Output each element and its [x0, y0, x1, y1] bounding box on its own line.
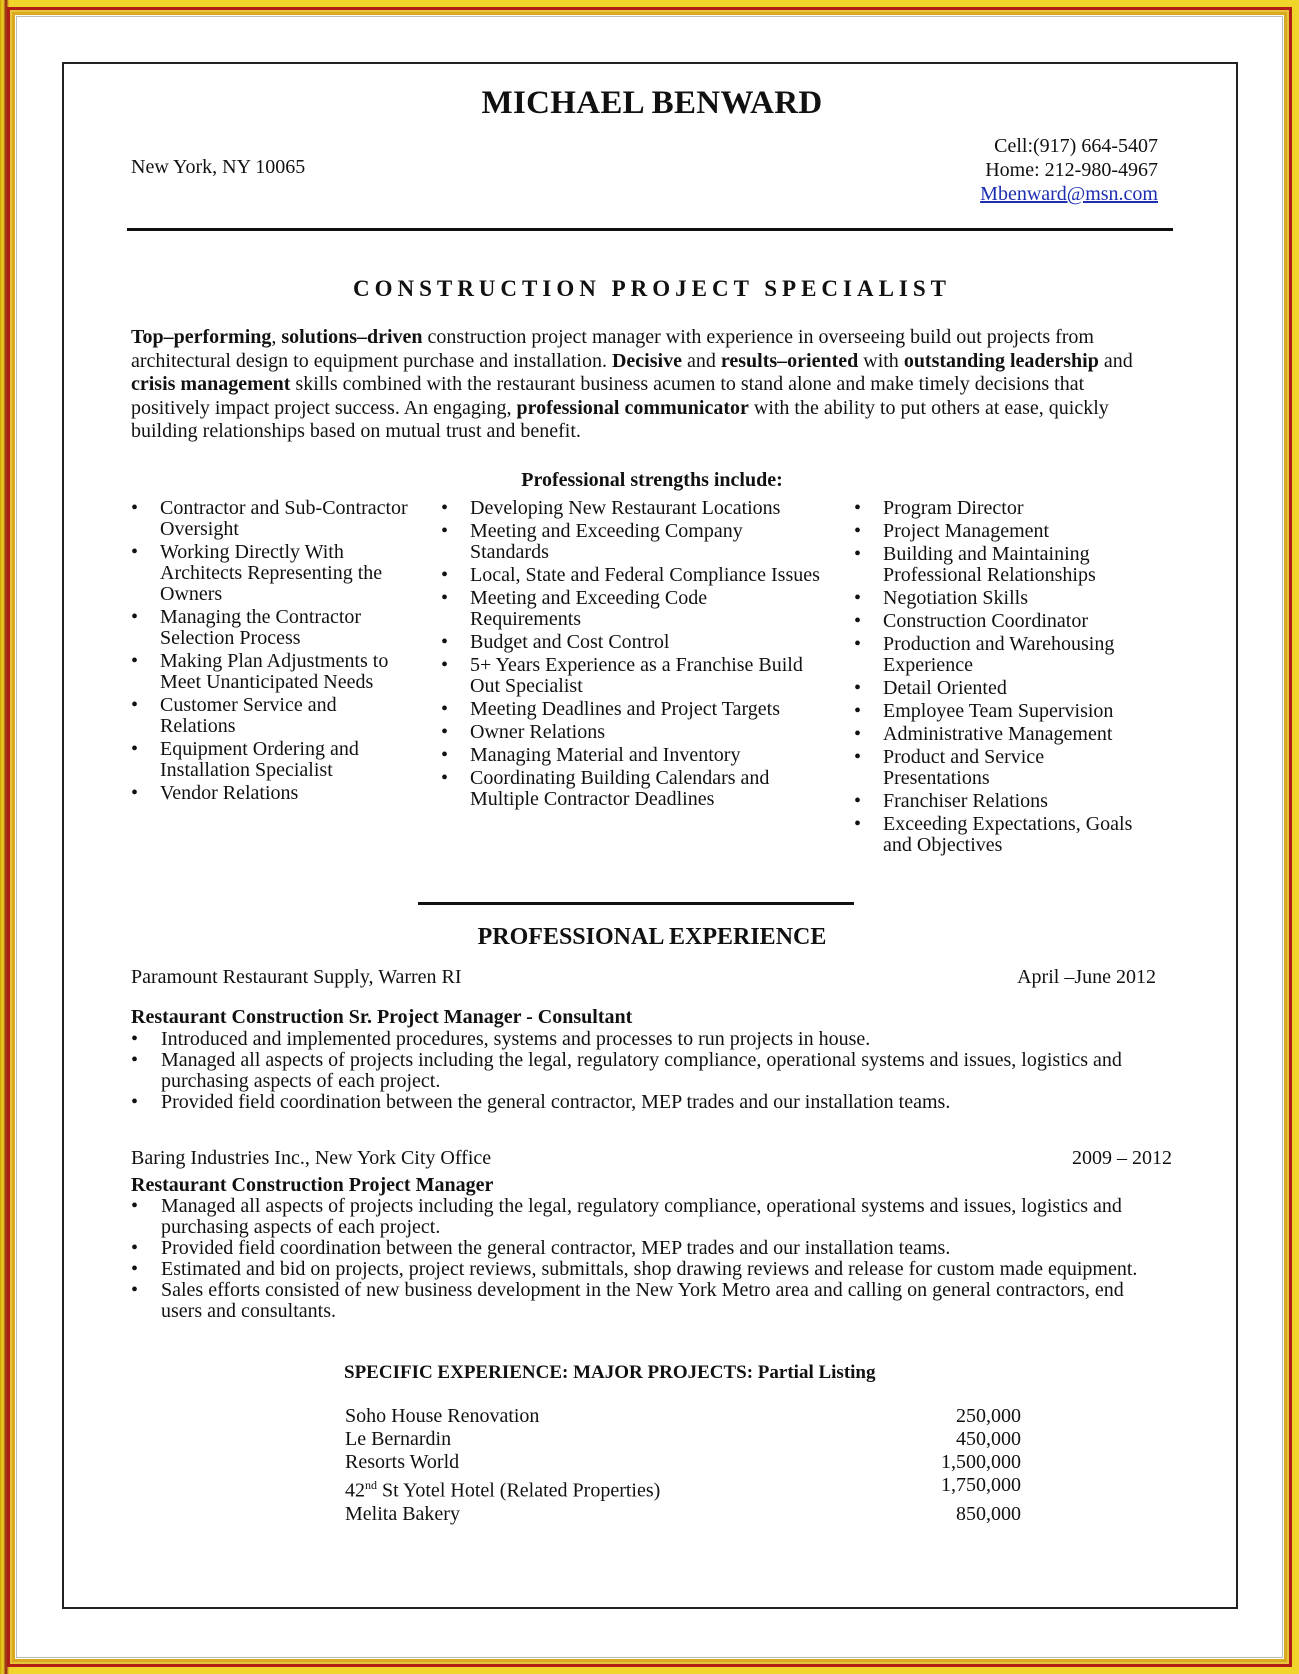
strength-item: • Project Management: [854, 521, 1154, 542]
experience-heading: PROFESSIONAL EXPERIENCE: [477, 924, 827, 950]
summary-paragraph: [131, 326, 1151, 444]
summary-text: skills combined with the restaurant business acumen to stand alone and make timely decisions that positively impact project success. An engaging,: [131, 373, 1085, 419]
summary-bold-text: solutions–driven: [281, 326, 423, 348]
project-value: 850,000: [956, 1502, 1021, 1525]
project-name: 42nd St Yotel Hotel (Related Properties): [345, 1478, 661, 1502]
strength-item: • Budget and Cost Control: [441, 632, 821, 653]
project-value: 250,000: [956, 1405, 1021, 1427]
summary-bold-text: crisis management: [131, 373, 291, 395]
summary-bold-text: professional communicator: [516, 396, 749, 419]
strength-item: • Exceeding Expectations, Goals and Objectives: [854, 814, 1154, 856]
candidate-name: MICHAEL BENWARD: [481, 85, 823, 121]
cell-phone: Cell:(917) 664-5407: [994, 135, 1158, 157]
job-company: Paramount Restaurant Supply, Warren RI: [131, 966, 462, 988]
strength-item: • Program Director: [854, 498, 1154, 519]
candidate-location: New York, NY 10065: [131, 156, 306, 178]
strength-item: • Managing Material and Inventory: [441, 745, 821, 766]
strength-item: • Equipment Ordering and Installation Specialist: [131, 739, 416, 781]
strength-item: • Meeting and Exceeding Code Requirements: [441, 588, 821, 630]
summary-text: with the ability to put others at ease, quickly building relationships based on mutual trust and benefit.: [131, 396, 1109, 442]
job-duties: [131, 1029, 1141, 1113]
contact-block: [980, 134, 1158, 206]
summary-text: with: [858, 349, 904, 372]
job-dates: 2009 – 2012: [1072, 1147, 1172, 1169]
summary-text: construction project manager with experience in overseeing build out projects from architectural design to equipment purchase and installation.: [131, 326, 1094, 372]
strength-item: • Customer Service and Relations: [131, 695, 416, 737]
strength-item: • Building and Maintaining Professional Relationships: [854, 544, 1154, 586]
strength-item: • Construction Coordinator: [854, 611, 1154, 632]
duty-item: • Introduced and implemented procedures, systems and processes to run projects in house.: [131, 1029, 1141, 1050]
summary-bold-text: results–oriented: [720, 349, 859, 372]
resume-page: [62, 62, 1238, 1609]
project-row: [345, 1405, 1021, 1428]
email-link[interactable]: Mbenward@msn.com: [980, 183, 1158, 205]
strengths-heading: Professional strengths include:: [521, 469, 783, 491]
strengths-column-2: [441, 498, 821, 812]
duty-item: • Provided field coordination between the general contractor, MEP trades and our installation teams.: [131, 1092, 1141, 1113]
strength-item: • Local, State and Federal Compliance Issues: [441, 565, 821, 586]
duty-item: • Estimated and bid on projects, project reviews, submittals, shop drawing reviews and release for custom made equipment.: [131, 1259, 1141, 1280]
duty-item: • Provided field coordination between the general contractor, MEP trades and our installation teams.: [131, 1238, 1141, 1259]
project-name: Le Bernardin: [345, 1428, 452, 1450]
strength-item: • Negotiation Skills: [854, 588, 1154, 609]
strength-item: • Contractor and Sub-Contractor Oversight: [131, 498, 416, 540]
strength-item: • Managing the Contractor Selection Process: [131, 607, 416, 649]
strength-item: • Meeting Deadlines and Project Targets: [441, 699, 821, 720]
strength-item: • Employee Team Supervision: [854, 701, 1154, 722]
strength-item: • Owner Relations: [441, 722, 821, 743]
strength-item: • Making Plan Adjustments to Meet Unanticipated Needs: [131, 651, 416, 693]
duty-item: • Managed all aspects of projects including the legal, regulatory compliance, operational systems and issues, logistics and purchasing aspects of each project.: [131, 1050, 1141, 1092]
duty-item: • Sales efforts consisted of new business development in the New York Metro area and calling on general contractors, end users and consultants.: [131, 1280, 1141, 1322]
summary-text: and: [1098, 349, 1133, 372]
job-dates: April –June 2012: [1017, 966, 1156, 988]
strength-item: • Working Directly With Architects Representing the Owners: [131, 542, 416, 605]
job-title: Restaurant Construction Sr. Project Manager - Consultant: [131, 1006, 633, 1028]
section-divider: [418, 902, 854, 905]
strength-item: • Product and Service Presentations: [854, 747, 1154, 789]
job-duties: [131, 1196, 1141, 1322]
strength-item: • 5+ Years Experience as a Franchise Build Out Specialist: [441, 655, 821, 697]
project-row: [345, 1474, 1021, 1503]
project-value: 450,000: [956, 1428, 1021, 1450]
strength-item: • Administrative Management: [854, 724, 1154, 745]
strength-item: • Vendor Relations: [131, 783, 416, 804]
summary-bold-text: Decisive: [611, 349, 682, 372]
job-company: Baring Industries Inc., New York City Office: [131, 1147, 492, 1169]
projects-heading: SPECIFIC EXPERIENCE: MAJOR PROJECTS: Partial Listing: [344, 1362, 876, 1383]
strength-item: • Production and Warehousing Experience: [854, 634, 1154, 676]
project-row: [345, 1503, 1021, 1526]
summary-bold-text: outstanding leadership: [903, 349, 1099, 372]
resume-title: CONSTRUCTION PROJECT SPECIALIST: [352, 276, 952, 301]
summary-text: and: [681, 349, 721, 372]
summary-bold-text: Top–performing: [131, 326, 272, 348]
project-value: 1,500,000: [941, 1451, 1021, 1473]
duty-item: • Managed all aspects of projects including the legal, regulatory compliance, operational systems and issues, logistics and purchasing aspects of each project.: [131, 1196, 1141, 1238]
summary-text: ,: [271, 326, 282, 348]
strength-item: • Developing New Restaurant Locations: [441, 498, 821, 519]
strengths-column-3: [854, 498, 1154, 858]
project-name: Resorts World: [345, 1451, 460, 1473]
project-row: [345, 1451, 1021, 1474]
strength-item: • Meeting and Exceeding Company Standards: [441, 521, 821, 563]
project-name: Melita Bakery: [345, 1502, 460, 1525]
project-row: [345, 1428, 1021, 1451]
projects-table: [345, 1405, 1021, 1526]
strengths-column-1: [131, 498, 416, 806]
strength-item: • Coordinating Building Calendars and Multiple Contractor Deadlines: [441, 768, 821, 810]
job-title: Restaurant Construction Project Manager: [131, 1174, 494, 1196]
strength-item: • Detail Oriented: [854, 678, 1154, 699]
project-name: Soho House Renovation: [345, 1405, 540, 1427]
header-divider: [127, 228, 1173, 231]
project-value: 1,750,000: [941, 1474, 1021, 1496]
home-phone: Home: 212-980-4967: [985, 159, 1158, 181]
strength-item: • Franchiser Relations: [854, 791, 1154, 812]
